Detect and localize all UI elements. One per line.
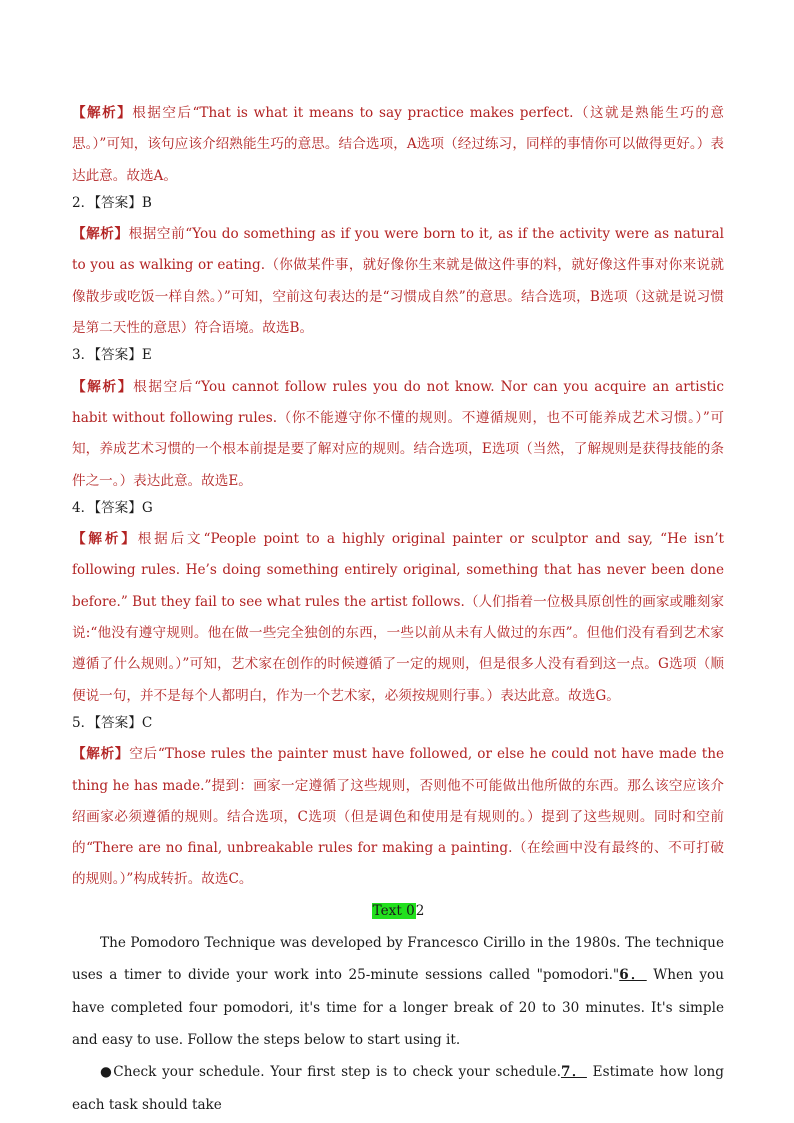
analysis-text: 根据后文“People point to a highly original painter or sculptor and say, “He isn’t following rules. He’s doing something entirely original, something that has never been done before.” But they fail to see what rules the artist follows.（人们指着一位极具原创性的画家或雕刻家说:“他没有遵守规则。他在做一些完全独创的东西，一些以前从未有人做过的东西”。但他们没有看到艺术家遵循了什么规则。）”可知，艺术家在创作的时候遵循了一定的规则，但是很多人没有看到这一点。G选项（顺便说一句，并不是每个人都明白，作为一个艺术家，必须按规则行事。）表达此意。故选G。: [72, 531, 725, 704]
text-heading-number: 2: [415, 902, 425, 919]
analysis-text: 根据空后“You cannot follow rules you do not know. Nor can you acquire an artistic habit without following rules.（你不能遵守你不懂的规则。不遵循规则，也不可能养成艺术习惯。）”可知，养成艺术习惯的一个根本前提是要了解对应的规则。结合选项，E选项（当然，了解规则是获得技能的条件之一。）表达此意。故选E。: [72, 378, 724, 489]
text-heading: [72, 896, 724, 927]
passage-text: When you have completed four pomodori, it's time for a longer break of 20 to 30 minutes. It's simple and easy to use. Follow the steps below to start using it.: [72, 967, 724, 1048]
analysis-tag: 【解析】: [72, 531, 138, 548]
answer-5: 5．【答案】C: [72, 714, 153, 731]
answer-2: 2．【答案】B: [72, 194, 152, 211]
analysis-4: [72, 524, 724, 712]
blank-6: 6．: [619, 967, 647, 984]
passage-text: ●Check your schedule. Your first step is to check your schedule.: [100, 1064, 561, 1081]
passage-text: Estimate how long each task should take: [72, 1064, 724, 1113]
analysis-text: 根据空前“You do something as if you were born to it, as if the activity were as natural to you as walking or eating.（你做某件事，就好像你生来就是做这件事的料，就好像这件事对你来说就像散步或吃饭一样自然。）”可知，空前这句表达的是“习惯成自然”的意思。结合选项，B选项（这就是说习惯是第二天性的意思）符合语境。故选B。: [72, 226, 725, 337]
analysis-1: [72, 98, 724, 192]
analysis-tag: 【解析】: [72, 226, 129, 243]
analysis-tag: 【解析】: [72, 105, 133, 121]
text-heading-highlight: Text 0: [372, 902, 415, 919]
answer-3: 3．【答案】E: [72, 347, 152, 364]
content: [72, 98, 724, 1121]
blank-7: 7．: [560, 1064, 587, 1081]
analysis-text: 空后“Those rules the painter must have followed, or else he could not have made the thing he has made.”提到：画家一定遵循了这些规则，否则他不可能做出他所做的东西。那么该空应该介绍画家必须遵循的规则。结合选项，C选项（但是调色和使用是有规则的。）提到了这些规则。同时和空前的“There are no final, unbreakable rules for making a painting.（在绘画中没有最终的、不可打破的规则。）”构成转折。故选C。: [72, 746, 724, 888]
analysis-tag: 【解析】: [72, 378, 134, 395]
passage-paragraph-2: [72, 1056, 724, 1121]
passage-text: The Pomodoro Technique was developed by Francesco Cirillo in the 1980s. The technique uses a timer to divide your work into 25-minute sessions called "pomodori.": [72, 934, 724, 984]
analysis-3: [72, 372, 724, 497]
analysis-tag: 【解析】: [72, 746, 130, 763]
analysis-5: [72, 739, 724, 895]
answer-4: 4．【答案】G: [72, 499, 153, 516]
passage-paragraph-1: [72, 927, 724, 1057]
analysis-2: [72, 219, 724, 344]
analysis-text: 根据空后“That is what it means to say practice makes perfect.（这就是熟能生巧的意思。）”可知，该句应该介绍熟能生巧的意思。结合选项，A选项（经过练习，同样的事情你可以做得更好。）表达此意。故选A。: [72, 105, 725, 184]
